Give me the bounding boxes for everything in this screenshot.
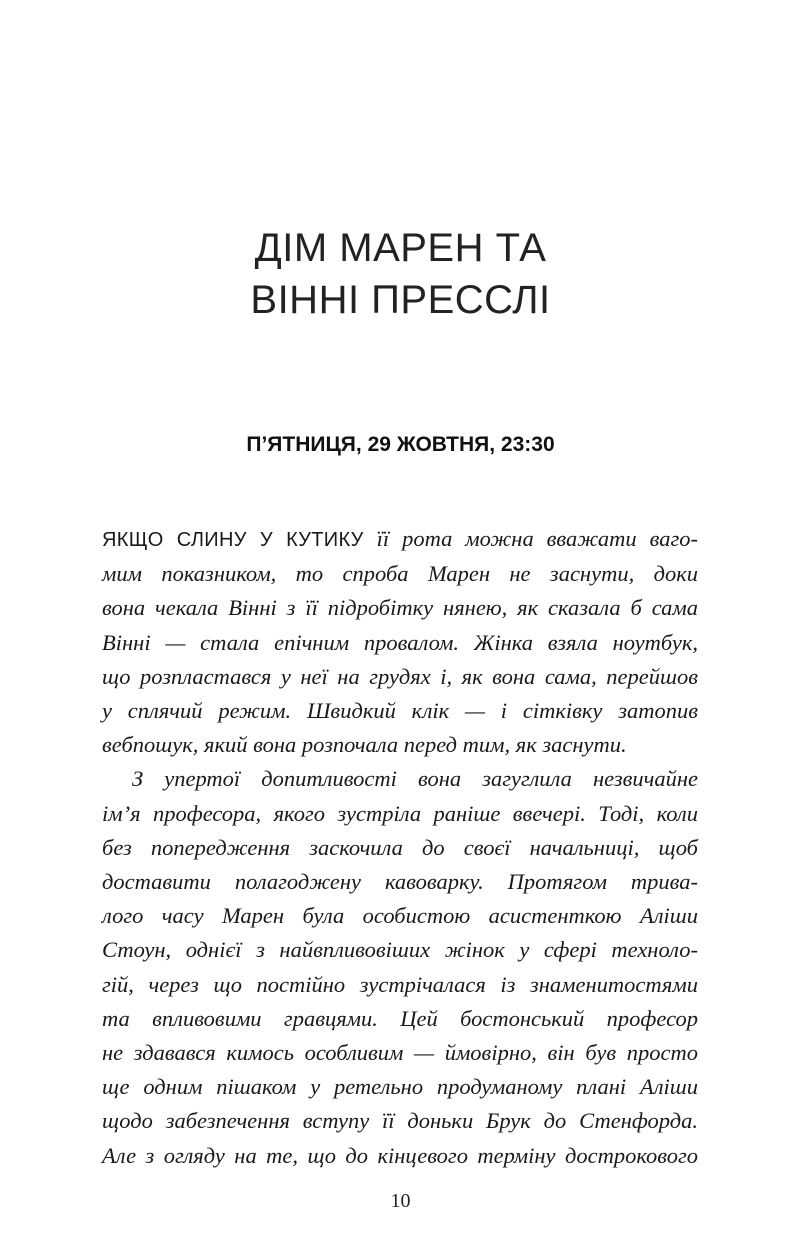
text-line: ще одним пішаком у ретельно продуманому плані Аліши [102,1074,698,1100]
text-line: гій, через що постійно зустрічалася із знаменитостями [102,971,698,997]
chapter-title-line-1: ДІМ МАРЕН ТА [254,226,547,270]
paragraph-1 [102,522,698,762]
text-line: що розпластався у неї на грудях і, як вона сама, перейшов [102,663,698,689]
chapter-title [0,222,801,326]
chapter-title-line-2: ВІННІ ПРЕССЛІ [250,278,551,322]
paragraph-2 [102,762,698,1172]
text-line: та впливовими гравцями. Цей бостонський професор [102,1005,698,1031]
text-fragment: її рота можна вважати ваго- [363,526,699,551]
text-line: у сплячий режим. Швидкий клік — і сітківку затопив [102,698,698,724]
text-line: вона чекала Вінні з її підробітку нянею, як сказала б сама [102,595,698,621]
text-line: З упертої допитливості вона загуглила незвичайне [132,766,698,792]
text-line: щодо забезпечення вступу її доньки Брук до Стенфорда. [102,1108,698,1134]
text-line: мим показником, то спроба Марен не заснути, доки [102,561,698,587]
text-line: Стоун, однієї з найвпливовіших жінок у сфері техноло- [102,937,698,963]
text-line: без попередження заскочила до своєї начальниці, щоб [102,834,698,860]
text-line [102,522,698,557]
page-number: 10 [390,1190,411,1212]
lead-caps: ЯКЩО СЛИНУ У КУТИКУ [102,529,364,551]
text-line: доставити полагоджену кавоварку. Протягом трива- [102,869,698,895]
text-line: Але з огляду на те, що до кінцевого терміну дострокового [102,1142,698,1168]
text-line: Вінні — стала епічним провалом. Жінка взяла ноутбук, [102,629,698,655]
text-line: ім’я професора, якого зустріла раніше ввечері. Тоді, коли [102,800,698,826]
text-line: вебпошук, який вона розпочала перед тим, як заснути. [102,732,627,758]
text-line: не здавався кимось особливим — ймовірно, він був просто [102,1040,698,1066]
date-time-subheading: П’ЯТНИЦЯ, 29 ЖОВТНЯ, 23:30 [246,433,555,456]
text-line: лого часу Марен була особистою асистенткою Аліши [102,903,698,929]
body-text [102,522,698,1173]
